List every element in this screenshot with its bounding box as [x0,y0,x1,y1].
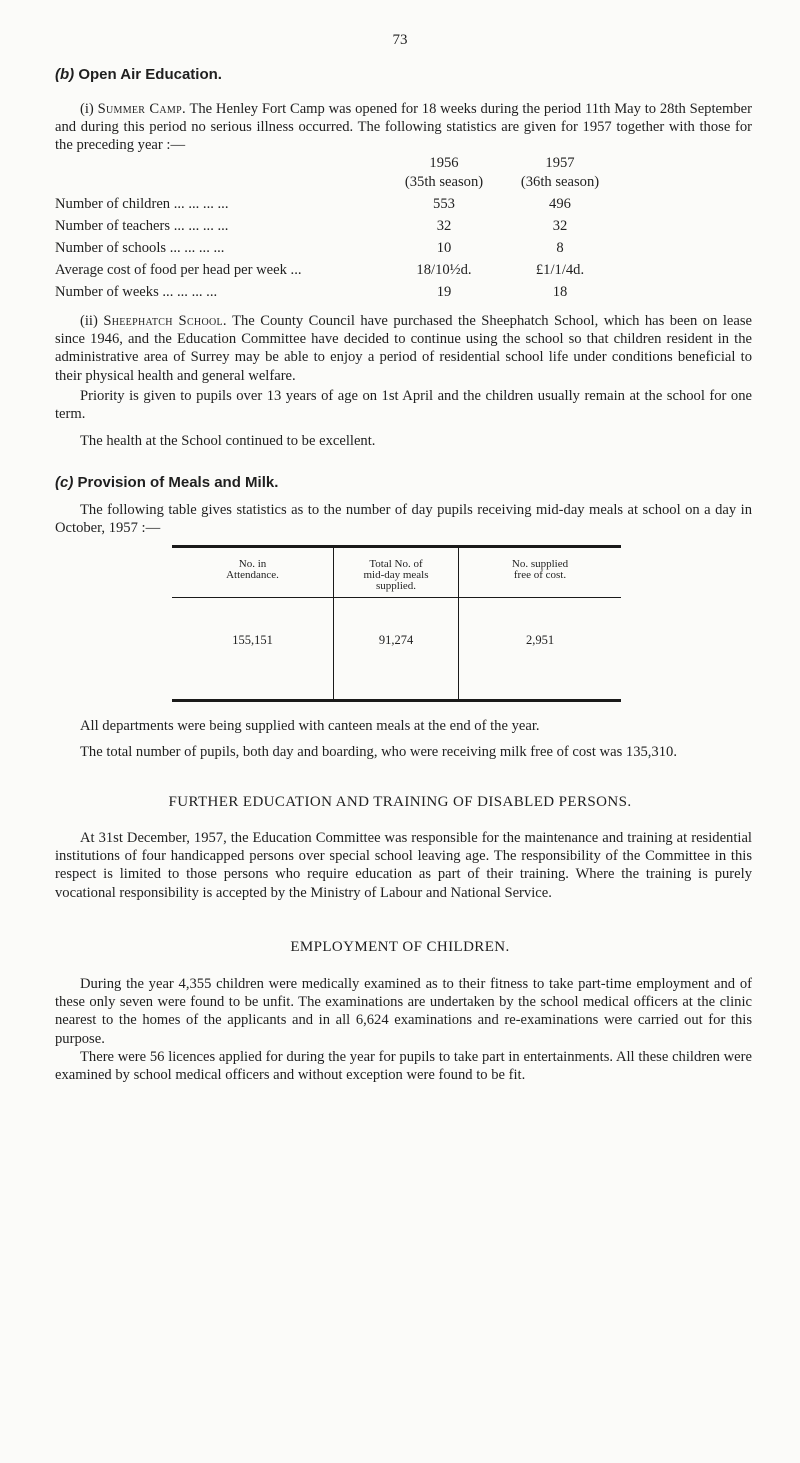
stats-row-1956: 19 [436,284,452,300]
section-b-title [55,66,222,83]
table-header-rule [172,597,621,598]
col-1956-year: 1956 [429,155,459,171]
canteen-paragraph [55,717,752,735]
stats-row-1956: 553 [433,196,455,212]
further-education-heading: FURTHER EDUCATION AND TRAINING OF DISABLED PERSONS. [168,794,632,810]
table-header-meals-supplied: Total No. of mid-day meals supplied. [363,558,429,592]
health-text: The health at the School continued to be excellent. [80,433,376,449]
summer-camp-text: The Henley Fort Camp was opened for 18 weeks during the period 11th May to 28th September and during this period no serious illness occurred. The following statistics are given for 1957 together with those for the preceding year :— [55,101,752,154]
priority-text: Priority is given to pupils over 13 years of age on 1st April and the children usually remain at the school for one term. [55,388,752,423]
table-cell-free-of-cost: 2,951 [525,633,555,647]
employment-heading: EMPLOYMENT OF CHILDREN. [290,939,510,955]
section-c-label: (c) [55,474,74,491]
summer-camp-paragraph [55,100,752,155]
stats-row-1956: 32 [436,218,452,234]
table-cell-meals-supplied: 91,274 [378,633,414,647]
stats-row-1957: 18 [552,284,568,300]
stats-header-season [55,174,655,194]
table-header-free-of-cost: No. supplied free of cost. [511,558,569,581]
stats-row-1957: 32 [552,218,568,234]
employment-text-1: During the year 4,355 children were medically examined as to their fitness to take part-time employment and of these only seven were found to be unfit. The examinations are undertaken by the school medical officers at the clinic nearest to the homes of the applicants and in all 6,624 examinations and re-examinations were carried out for this purpose. [55,976,752,1047]
stats-row-label: Number of schools ... ... ... ... [55,240,225,256]
milk-paragraph [55,743,752,761]
further-education-paragraph [55,829,752,902]
section-c-title [55,474,278,491]
stats-row [55,262,655,282]
col-1957-season: (36th season) [520,174,600,190]
table-bottom-rule [172,699,621,702]
canteen-text: All departments were being supplied with canteen meals at the end of the year. [80,718,540,734]
item-i-number: (i) [80,101,94,117]
health-paragraph [55,432,752,450]
col-1956-season: (35th season) [404,174,484,190]
sheephatch-text: The County Council have purchased the Sheephatch School, which has been on lease since 1946, and the Education Committee have decided to continue using the school so that children resident in the administrative area of Surrey may be able to enjoy a period of residential school life under conditions beneficial to their physical health and general welfare. [55,313,753,384]
table-cell-attendance: 155,151 [232,633,273,647]
page-number: 73 [392,32,408,48]
employment-paragraph-1 [55,975,752,1048]
stats-row-1957: 8 [556,240,564,256]
section-b-label: (b) [55,66,75,83]
stats-row-1956: 10 [436,240,452,256]
stats-row [55,218,655,238]
camp-statistics [55,155,655,335]
meals-intro-text: The following table gives statistics as to the number of day pupils receiving mid-day meals at school on a day in October, 1957 :— [55,502,752,537]
section-b-heading: Open Air Education. [78,66,222,83]
stats-row-1957: 496 [549,196,571,212]
stats-row [55,240,655,260]
stats-row-label: Number of weeks ... ... ... ... [55,284,218,300]
meals-intro-paragraph [55,501,752,537]
stats-header-year [55,155,655,175]
sheephatch-paragraph [55,312,752,385]
employment-text-2: There were 56 licences applied for during the year for pupils to take part in entertainments. All these children were examined by school medical officers and without exception were found to be fit. [55,1049,752,1084]
stats-row-1956: 18/10½d. [416,262,472,278]
stats-row-label: Average cost of food per head per week ... [55,262,302,278]
stats-row-label: Number of children ... ... ... ... [55,196,229,212]
item-ii-number: (ii) [80,313,98,329]
section-c-heading: Provision of Meals and Milk. [77,474,279,491]
stats-row [55,284,655,304]
summer-camp-heading: Summer Camp. [97,101,186,117]
milk-text: The total number of pupils, both day and boarding, who were receiving milk free of cost was 135,310. [80,744,677,760]
further-education-text: At 31st December, 1957, the Education Committee was responsible for the maintenance and training at residential institutions of four handicapped persons over special school leaving age. The responsibility of the Committee in this respect is limited to those persons who require education as part of their training. Where the training is purely vocational responsibility is accepted by the Ministry of Labour and National Service. [55,830,752,901]
stats-row-1957: £1/1/4d. [535,262,585,278]
table-top-rule [172,545,621,548]
col-1957-year: 1957 [545,155,575,171]
stats-row-label: Number of teachers ... ... ... ... [55,218,229,234]
sheephatch-heading: Sheephatch School. [103,313,227,329]
meals-table [172,545,621,702]
employment-paragraph-2 [55,1048,752,1084]
table-header-attendance: No. in Attendance. [226,558,279,581]
stats-row [55,196,655,216]
priority-paragraph [55,387,752,423]
